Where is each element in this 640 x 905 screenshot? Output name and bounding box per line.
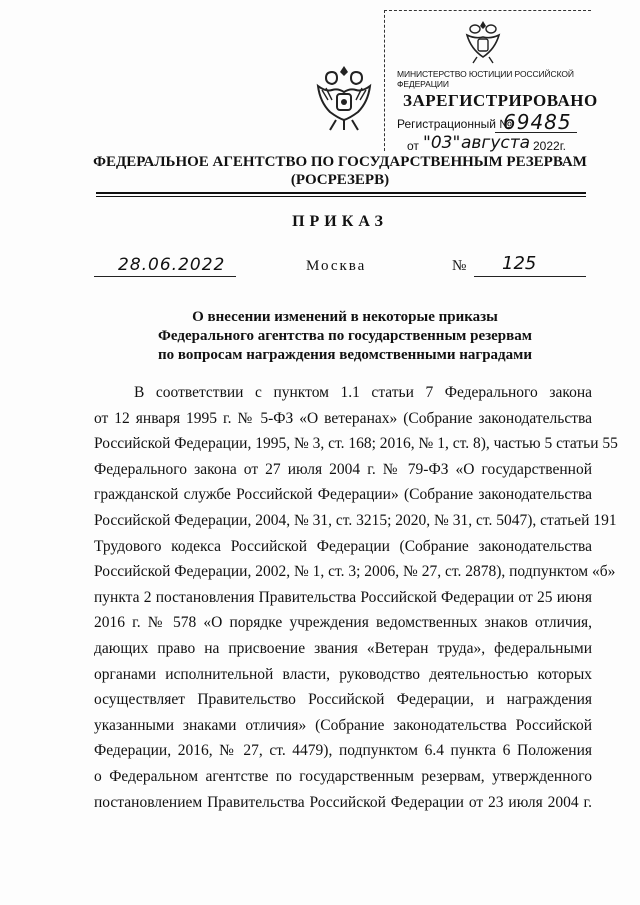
body-line: Федерации, 2016, № 27, ст. 4479), подпунктом 6.4 пункта 6 Положения [94, 742, 592, 760]
stamp-date-year: 2022г. [533, 139, 566, 153]
header-rule [96, 192, 586, 194]
body-line: гражданской службе Российской Федерации» (Собрание законодательства [94, 486, 592, 504]
agency-name: ФЕДЕРАЛЬНОЕ АГЕНТСТВО ПО ГОСУДАРСТВЕННЫМ РЕЗЕРВАМ [93, 154, 587, 170]
body-line: Федерального закона от 27 июля 2004 г. № 79-ФЗ «О государственной [94, 460, 592, 478]
body-line: Трудового кодекса Российской Федерации (Собрание законодательства [94, 537, 592, 555]
registration-stamp [384, 10, 598, 153]
order-city: Москва [306, 258, 367, 274]
document-type: ПРИКАЗ [292, 213, 388, 230]
body-line: В соответствии с пунктом 1.1 статьи 7 Федерального закона [134, 384, 592, 401]
header-rule-thin [96, 196, 586, 197]
order-title-line: Федерального агентства по государственным резервам [158, 328, 532, 344]
body-line: пункта 2 постановления Правительства Российской Федерации от 25 июня [94, 588, 592, 606]
agency-abbreviation: (РОСРЕЗЕРВ) [290, 172, 390, 188]
body-line: дающих право на присвоение звания «Ветеран труда», федеральными [94, 639, 592, 657]
order-number-label: № [452, 258, 467, 274]
order-date-underline [94, 276, 236, 277]
stamp-date-day: "03" [423, 133, 461, 153]
order-body [94, 380, 618, 815]
body-line: указанными знаками отличия» (Собрание законодательства Российской [94, 716, 592, 734]
order-number: 125 [502, 253, 537, 274]
body-line: о Федеральном агентстве по государственным резервам, утвержденного [94, 767, 592, 785]
stamp-date-prefix: от [407, 139, 419, 153]
body-line: Российской Федерации, 1995, № 3, ст. 168; 2016, № 1, ст. 8), частью 5 статьи 55 [94, 435, 618, 453]
stamp-date-month: августа [461, 133, 531, 153]
stamp-ministry: МИНИСТЕРСТВО ЮСТИЦИИ РОССИЙСКОЙ ФЕДЕРАЦИИ [397, 69, 574, 89]
agency-header [70, 153, 610, 189]
body-line: осуществляет Правительство Российской Федерации, и награждения [94, 691, 592, 709]
stamp-reg-number: 69485 [503, 110, 572, 134]
body-line: органами исполнительной власти, руководство деятельностью которых [94, 665, 592, 683]
order-title [90, 308, 600, 365]
order-date: 28.06.2022 [118, 255, 226, 275]
order-number-underline [474, 276, 586, 277]
body-line: постановлением Правительства Российской Федерации от 23 июля 2004 г. [94, 793, 592, 811]
order-title-line: О внесении изменений в некоторые приказы [192, 309, 498, 325]
body-line: 2016 г. № 578 «О порядке учреждения ведомственных знаков отличия, [94, 614, 592, 632]
stamp-status: ЗАРЕГИСТРИРОВАНО [403, 91, 598, 110]
stamp-emblem-icon [461, 17, 505, 65]
body-line: от 12 января 1995 г. № 5-ФЗ «О ветеранах» (Собрание законодательства [94, 409, 592, 427]
order-title-line: по вопросам награждения ведомственными наградами [158, 347, 532, 363]
coat-of-arms-icon [312, 62, 376, 134]
body-line: Российской Федерации, 2004, № 31, ст. 3215; 2020, № 31, ст. 5047), статьей 191 [94, 511, 617, 529]
stamp-reg-number-label: Регистрационный № [397, 117, 513, 131]
body-line: Российской Федерации, 2002, № 1, ст. 3; 2006, № 27, ст. 2878), подпунктом «б» [94, 563, 616, 581]
